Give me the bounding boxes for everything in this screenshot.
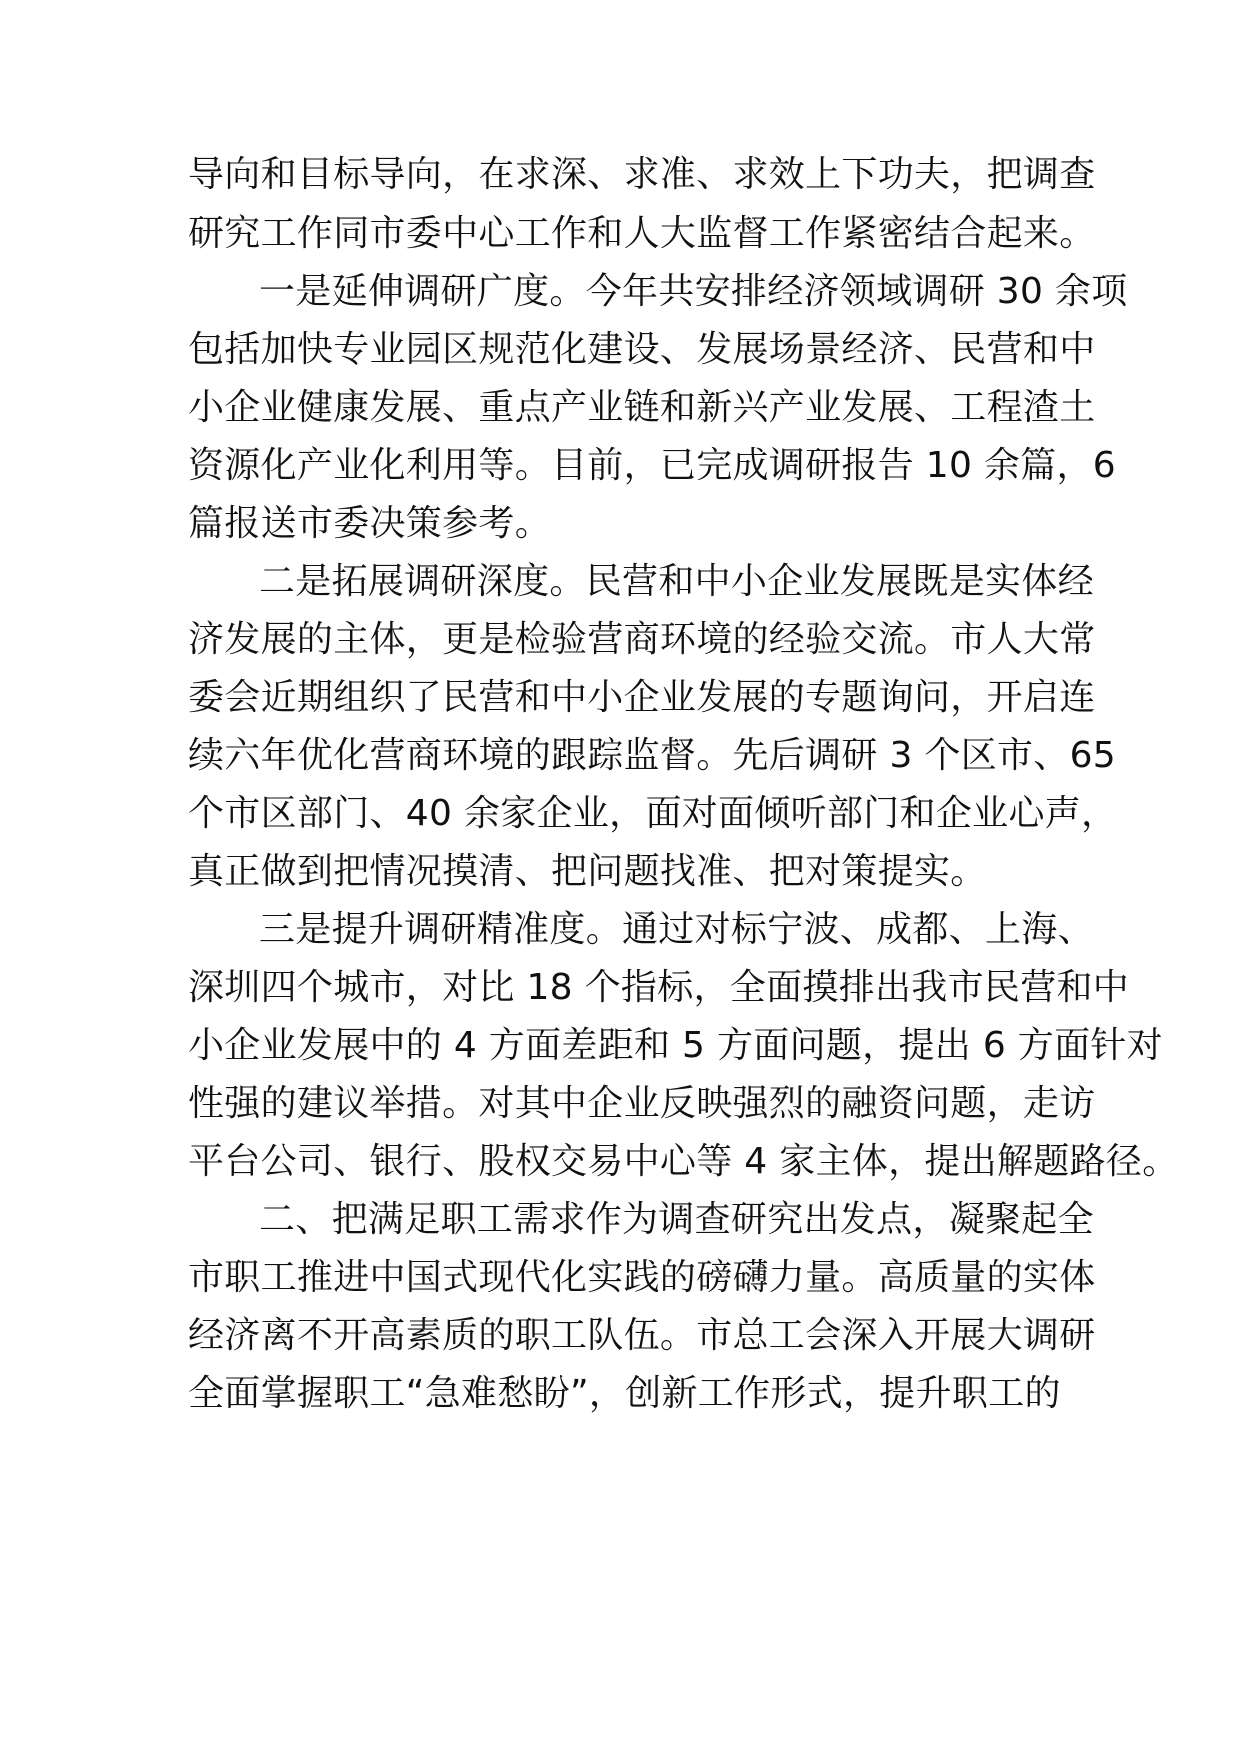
text-line: 真正做到把情况摸清、把问题找准、把对策提实。 [188, 851, 987, 892]
text-line: 深圳四个城市，对比 18 个指标，全面摸排出我市民营和中 [188, 967, 1130, 1008]
text-line: 全面掌握职工“急难愁盼”，创新工作形式，提升职工的 [188, 1373, 1061, 1414]
paragraph-start-line: 二、把满足职工需求作为调查研究出发点，凝聚起全 [259, 1199, 1094, 1240]
text-line: 市职工推进中国式现代化实践的磅礴力量。高质量的实体 [188, 1257, 1096, 1298]
text-line: 篇报送市委决策参考。 [188, 503, 552, 544]
text-line: 经济离不开高素质的职工队伍。市总工会深入开展大调研 [188, 1315, 1096, 1356]
text-line: 续六年优化营商环境的跟踪监督。先后调研 3 个区市、65 [188, 735, 1116, 776]
text-line: 包括加快专业园区规范化建设、发展场景经济、民营和中 [188, 329, 1096, 370]
text-line: 平台公司、银行、股权交易中心等 4 家主体，提出解题路径。 [188, 1141, 1179, 1182]
text-line: 小企业发展中的 4 方面差距和 5 方面问题，提出 6 方面针对 [188, 1025, 1163, 1066]
text-line: 性强的建议举措。对其中企业反映强烈的融资问题，走访 [188, 1083, 1096, 1124]
text-line: 个市区部门、40 余家企业，面对面倾听部门和企业心声， [188, 793, 1118, 834]
paragraph-start-line: 一是延伸调研广度。今年共安排经济领域调研 30 余项 [259, 271, 1128, 312]
text-line: 委会近期组织了民营和中小企业发展的专题询问，开启连 [188, 677, 1096, 718]
paragraph-start-line: 三是提升调研精准度。通过对标宁波、成都、上海、 [259, 909, 1094, 950]
text-line: 研究工作同市委中心工作和人大监督工作紧密结合起来。 [188, 213, 1096, 254]
text-line: 小企业健康发展、重点产业链和新兴产业发展、工程渣土 [188, 387, 1096, 428]
paragraph-start-line: 二是拓展调研深度。民营和中小企业发展既是实体经 [259, 561, 1094, 602]
text-line: 资源化产业化利用等。目前，已完成调研报告 10 余篇，6 [188, 445, 1116, 486]
text-line: 导向和目标导向，在求深、求准、求效上下功夫，把调查 [188, 154, 1096, 195]
text-line: 济发展的主体，更是检验营商环境的经验交流。市人大常 [188, 619, 1096, 660]
